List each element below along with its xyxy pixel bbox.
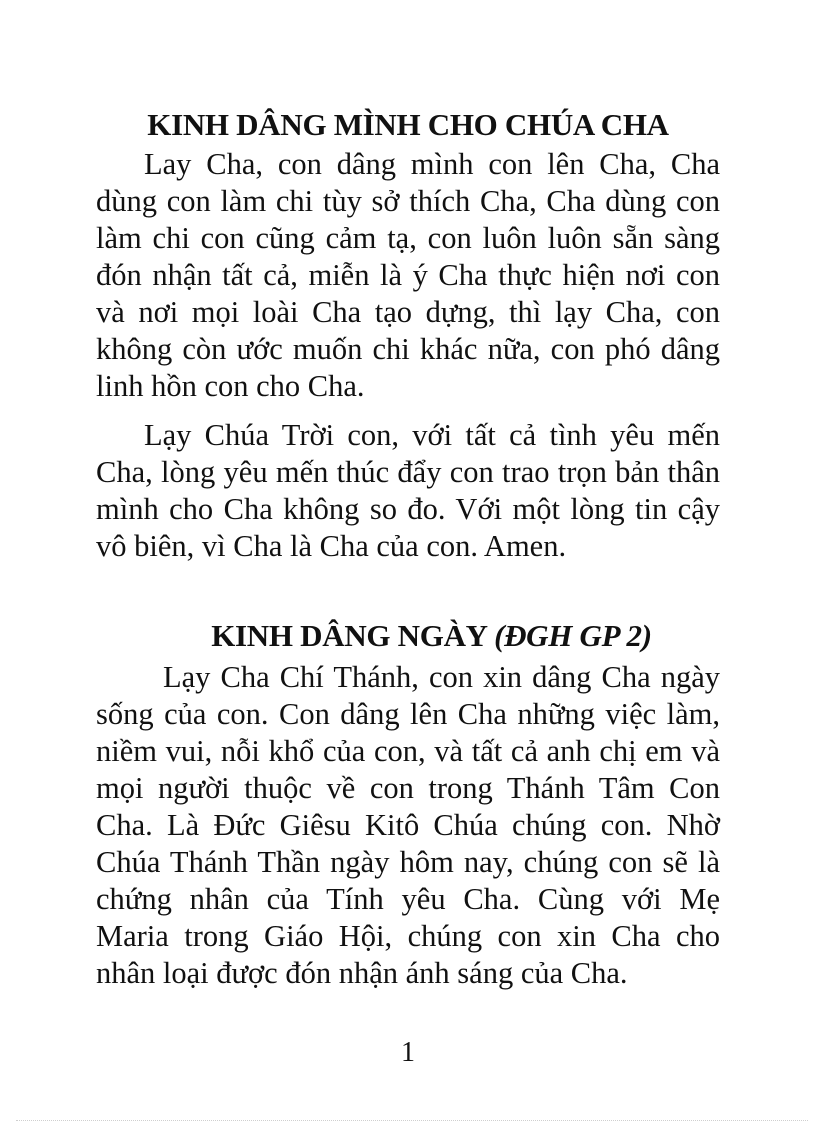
text-line: mình cho Cha không so đo. Với một lòng tin cậy (96, 492, 720, 526)
text-line: Lay Cha, con dâng mình con lên Cha, Cha (144, 147, 720, 181)
paragraph-dang-ngay-1 (96, 659, 720, 992)
text-line: làm chi con cũng cảm tạ, con luôn luôn sẵn sàng (96, 221, 720, 255)
text-line: đón nhận tất cả, miễn là ý Cha thực hiện nơi con (96, 258, 720, 292)
section-title-text: KINH DÂNG NGÀY (211, 618, 487, 653)
text-line: chứng nhân của Tính yêu Cha. Cùng với Mẹ (96, 882, 720, 916)
text-line: dùng con làm chi tùy sở thích Cha, Cha dùng con (96, 184, 720, 218)
text-line: mọi người thuộc về con trong Thánh Tâm Con (96, 771, 720, 805)
text-line: Cha. Là Đức Giêsu Kitô Chúa chúng con. Nhờ (96, 808, 720, 842)
paragraph-dang-minh-1 (96, 146, 720, 405)
text-line: sống của con. Con dâng lên Cha những việc làm, (96, 697, 720, 731)
text-line: Lạy Cha Chí Thánh, con xin dâng Cha ngày (163, 660, 720, 694)
section-title-text: KINH DÂNG MÌNH CHO CHÚA CHA (147, 107, 669, 142)
text-line: niềm vui, nỗi khổ của con, và tất cả anh chị em và (96, 734, 720, 768)
text-line: Maria trong Giáo Hội, chúng con xin Cha cho (96, 919, 720, 953)
text-line: Cha, lòng yêu mến thúc đẩy con trao trọn bản thân (96, 455, 720, 489)
page-bottom-divider (16, 1120, 808, 1121)
text-line: linh hồn con cho Cha. (96, 369, 365, 403)
paragraph-dang-minh-2 (96, 417, 720, 565)
text-line: vô biên, vì Cha là Cha của con. Amen. (96, 529, 567, 563)
text-line: Lạy Chúa Trời con, với tất cả tình yêu mến (144, 418, 720, 452)
text-line: không còn ước muốn chi khác nữa, con phó dâng (96, 332, 720, 366)
section-title-note: (ĐGH GP 2) (494, 618, 652, 653)
text-line: và nơi mọi loài Cha tạo dựng, thì lạy Cha, con (96, 295, 720, 329)
page-number: 1 (401, 1037, 415, 1068)
text-line: Chúa Thánh Thần ngày hôm nay, chúng con sẽ là (96, 845, 720, 879)
section-title-dang-minh (96, 106, 720, 143)
section-title-dang-ngay (96, 617, 720, 654)
text-line: nhân loại được đón nhận ánh sáng của Cha. (96, 956, 628, 990)
